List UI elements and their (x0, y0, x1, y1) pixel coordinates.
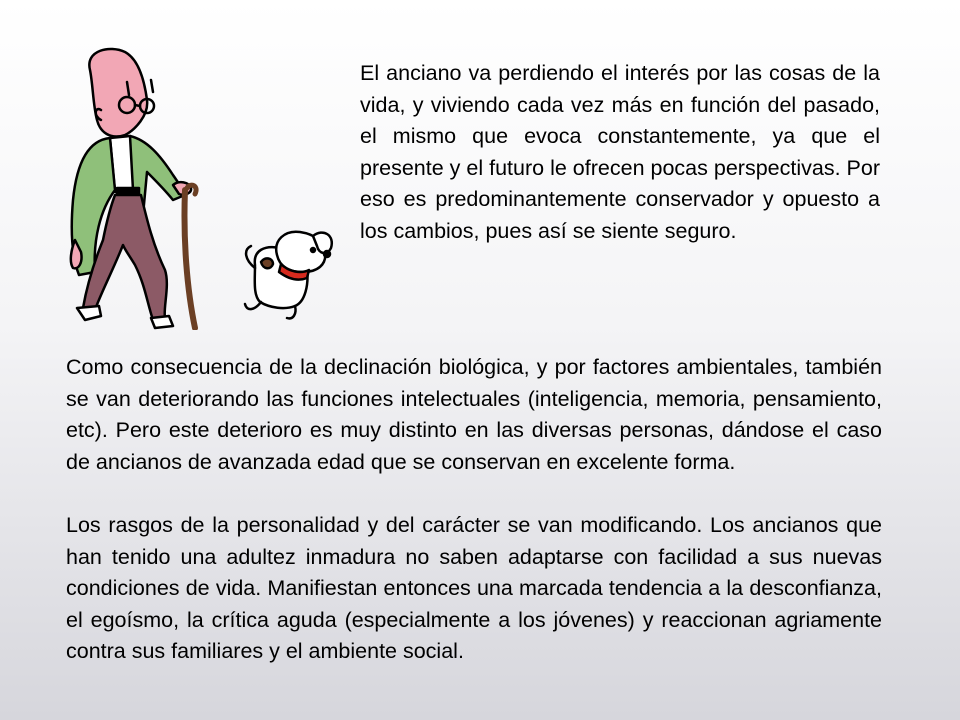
personality-changes-paragraph: Los rasgos de la personalidad y del carácter se van modificando. Los ancianos que han tenido una adultez inmadura no saben adaptarse con facilidad a sus nuevas condiciones de vida. Manifiestan entonces una marcada tendencia a la desconfianza, el egoísmo, la crítica aguda (especialmente a los jóvenes) y reaccionan agriamente contra sus familiares y el ambiente social. (66, 513, 882, 663)
old-man-with-cane-icon (71, 49, 196, 328)
intro-paragraph: El anciano va perdiendo el interés por las cosas de la vida, y viviendo cada vez más en función del pasado, el mismo que evoca constantemente, ya que el presente y el futuro le ofrecen pocas perspectivas. Por eso es predominantemente conservador y opuesto a los cambios, pues así se siente seguro. (360, 61, 880, 243)
illustration-old-man-and-dog (55, 40, 355, 330)
dog-icon (245, 232, 332, 319)
cognitive-decline-paragraph: Como consecuencia de la declinación biológica, y por factores ambientales, también se van deteriorando las funciones intelectuales (inteligencia, memoria, pensamiento, etc). Pero este deterioro es muy distinto en las diversas personas, dándose el caso de ancianos de avanzada edad que se conservan en excelente forma. (66, 355, 882, 474)
